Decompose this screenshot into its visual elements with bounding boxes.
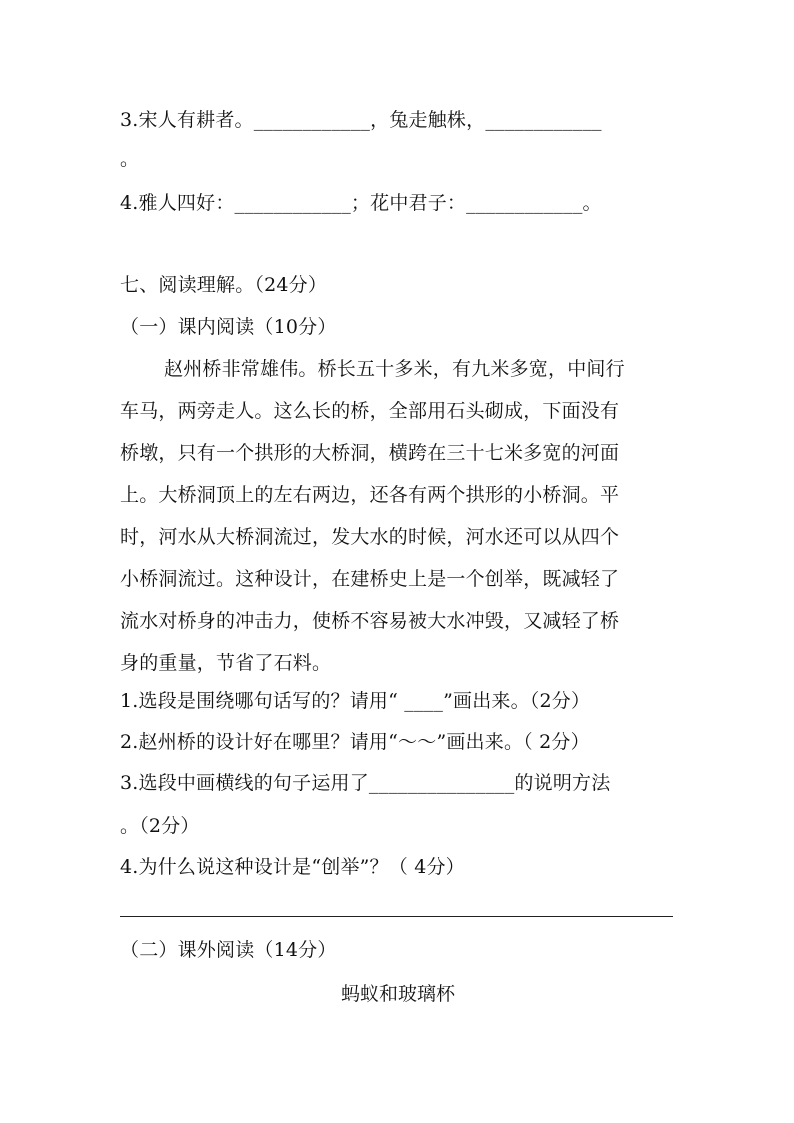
story-title: 蚂蚁和玻璃杯 (340, 983, 455, 1005)
passage-line: 赵州桥非常雄伟。桥长五十多米，有九米多宽，中间行 (164, 358, 625, 380)
passage-line: 上。大桥洞顶上的左右两边，还各有两个拱形的小桥洞。平 (120, 484, 620, 506)
passage-line: 时，河水从大桥洞流过，发大水的时候，河水还可以从四个 (120, 526, 620, 548)
question-3: 3.选段中画横线的句子运用了_______________的说明方法 (120, 772, 611, 794)
section-heading-reading: 七、阅读理解。（24分） (120, 274, 328, 296)
question-1: 1.选段是围绕哪句话写的？请用“ ____”画出来。（2分） (120, 690, 591, 712)
passage-line: 桥墩，只有一个拱形的大桥洞，横跨在三十七米多宽的河面 (120, 442, 620, 464)
part1-heading: （一）课内阅读（10分） (120, 316, 337, 338)
passage-line: 流水对桥身的冲击力，使桥不容易被大水冲毁，又减轻了桥 (120, 610, 620, 632)
passage-line: 车马，两旁走人。这么长的桥，全部用石头砌成，下面没有 (120, 400, 620, 422)
question-3-continuation: 。（2分） (120, 815, 200, 837)
passage-line: 身的重量，节省了石料。 (120, 652, 332, 674)
fill-blank-q4: 4.雅人四好：____________；花中君子：____________。 (120, 192, 602, 214)
answer-line (120, 916, 673, 917)
fill-blank-q3-continuation: 。 (120, 148, 140, 170)
fill-blank-q3: 3.宋人有耕者。____________，兔走触株，____________ (120, 109, 602, 131)
question-4: 4.为什么说这种设计是“创举”？（ 4分） (120, 856, 465, 878)
exam-page (120, 0, 676, 1123)
passage-line: 小桥洞流过。这种设计，在建桥史上是一个创举，既减轻了 (120, 568, 620, 590)
part2-heading: （二）课外阅读（14分） (120, 939, 337, 961)
question-2: 2.赵州桥的设计好在哪里？请用“～～”画出来。（ 2分） (120, 731, 590, 753)
